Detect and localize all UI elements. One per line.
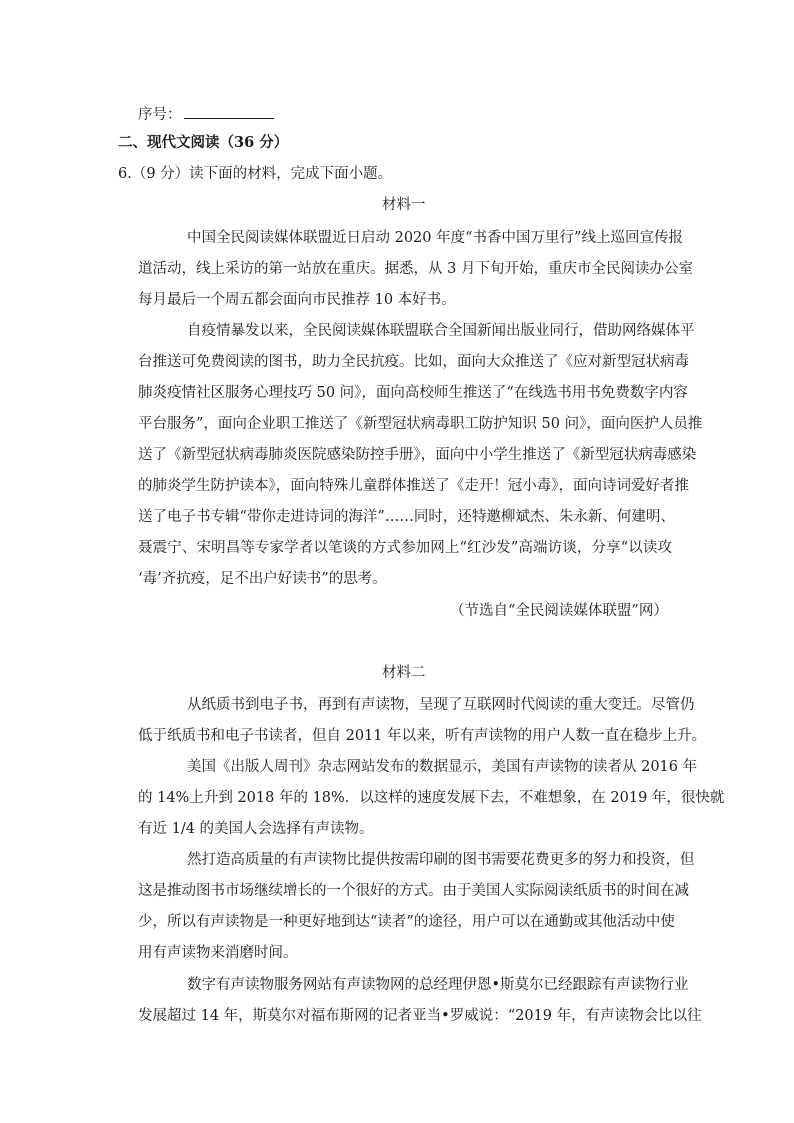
material1-title: 材料一: [382, 197, 426, 213]
material2-title: 材料二: [382, 665, 426, 681]
m2-p3-line: 用有声读物来消磨时间。: [138, 945, 298, 961]
m1-p2-line: 台推送可免费阅读的图书，助力全民抗疫。比如，面向大众推送了《应对新型冠状病毒: [138, 354, 689, 370]
serial-label: 序号：: [138, 107, 182, 123]
material1-source: （节选自“全民阅读媒体联盟”网）: [450, 603, 668, 619]
m1-p1-line: 中国全民阅读媒体联盟近日启动 2020 年度“书香中国万里行”线上巡回宣传报: [187, 230, 683, 246]
m2-p3-line: 少，所以有声读物是一种更好地到达“读者”的途径，用户可以在通勤或其他活动中使: [138, 914, 675, 930]
m1-p2-line: 平台服务”，面向企业职工推送了《新型冠状病毒职工防护知识 50 问》，面向医护人员推: [138, 416, 703, 432]
section-title: 二、现代文阅读（36 分）: [118, 134, 289, 151]
m2-p3-line: 然打造高质量的有声读物比提供按需印刷的图书需要花费更多的努力和投资，但: [187, 852, 695, 868]
m2-p1-line: 低于纸质书和电子书读者，但自 2011 年以来，听有声读物的用户人数一直在稳步上升。: [138, 728, 707, 744]
m1-p2-line: 的肺炎学生防护读本》，面向特殊儿童群体推送了《走开！冠小毒》，面向诗词爱好者推: [138, 478, 689, 494]
m2-p3-line: 这是推动图书市场继续增长的一个很好的方式。由于美国人实际阅读纸质书的时间在减: [138, 883, 689, 899]
m2-p4-line: 数字有声读物服务网站有声读物网的总经理伊恩•斯莫尔已经跟踪有声读物行业: [187, 977, 689, 993]
m2-p2-line: 的 14%上升到 2018 年的 18%．以这样的速度发展下去，不难想象，在 2019 年，很快就: [138, 790, 725, 806]
question-prompt: 6.（9 分）读下面的材料，完成下面小题。: [118, 166, 393, 182]
m2-p4-line: 发展超过 14 年，斯莫尔对福布斯网的记者亚当•罗威说：“2019 年，有声读物会比以往: [138, 1008, 702, 1024]
m2-p2-line: 有近 1/4 的美国人会选择有声读物。: [138, 821, 374, 837]
m2-p1-line: 从纸质书到电子书，再到有声读物，呈现了互联网时代阅读的重大变迁。尽管仍: [187, 697, 695, 713]
serial-number-field: [138, 104, 274, 125]
m2-p2-line: 美国《出版人周刊》杂志网站发布的数据显示，美国有声读物的读者从 2016 年: [187, 759, 698, 775]
m1-p2-line: 自疫情暴发以来，全民阅读媒体联盟联合全国新闻出版业同行，借助网络媒体平: [187, 323, 695, 339]
m1-p2-line: 送了《新型冠状病毒肺炎医院感染防控手册》，面向中小学生推送了《新型冠状病毒感染: [138, 447, 697, 463]
m1-p2-line: 肺炎疫情社区服务心理技巧 50 问》，面向高校师生推送了“在线选书用书免费数字内容: [138, 385, 688, 401]
serial-blank[interactable]: [184, 104, 274, 119]
m1-p1-line: 道活动，线上采访的第一站放在重庆。据悉，从 3 月下旬开始，重庆市全民阅读办公室: [138, 261, 693, 277]
m1-p2-line: 送了电子书专辑“带你走进诗词的海洋”……同时，还特邀柳斌杰、朱永新、何建明、: [138, 509, 675, 525]
m1-p1-line: 每月最后一个周五都会面向市民推荐 10 本好书。: [138, 292, 456, 308]
m1-p2-line: ‘毒’齐抗疫，足不出户好读书”的思考。: [138, 571, 387, 587]
m1-p2-line: 聂震宁、宋明昌等专家学者以笔谈的方式参加网上“红沙发”高端访谈，分享“以读攻: [138, 540, 672, 556]
